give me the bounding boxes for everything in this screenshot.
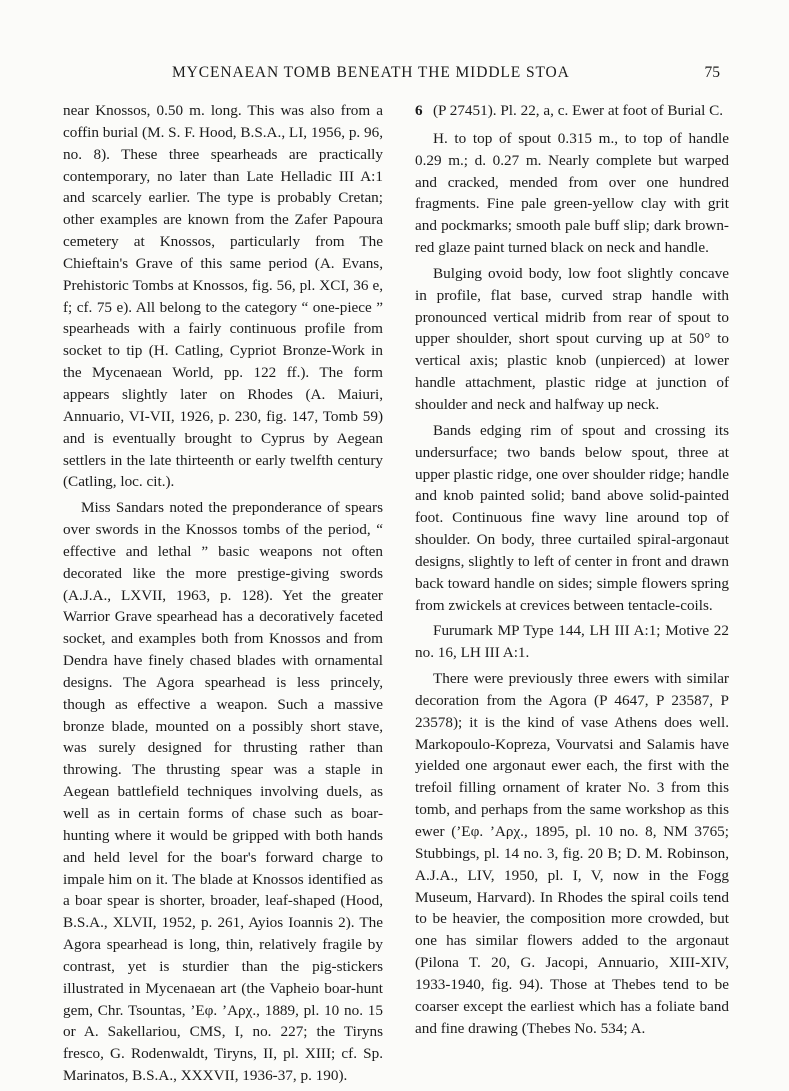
right-column [415, 100, 729, 1043]
body-paragraph: Bands edging rim of spout and crossing its undersurface; two bands below spout, three at upper plastic ridge, one over shoulder ridge; handle and knob painted solid; band above solid-painted foot. Continuous fine wavy line around top of shoulder. On body, three curtailed spiral-argonaut designs, slightly to left of center in front and drawn back toward handle on sides; simple flowers spring from zwickels at crevices between tentacle-coils. [415, 421, 729, 614]
catalogue-entry-heading [415, 100, 729, 122]
running-title: MYCENAEAN TOMB BENEATH THE MIDDLE STOA [172, 64, 570, 81]
page-number: 75 [704, 64, 720, 81]
body-paragraph: There were previously three ewers with similar decoration from the Agora (P 4647, P 23587, P 23578); it is the kind of vase Athens does well. Markopoulo-Kopreza, Vourvatsi and Salamis have yielded one argonaut ewer each, the first with the trefoil filling ornament of krater No. 3 from this tomb, and perhaps from the same workshop as this ewer (’Eφ. ’Aρχ., 1895, pl. 10 no. 8, NM 3765; Stubbings, pl. 14 no. 3, fig. 20 B; D. M. Robinson, A.J.A., LIV, 1950, pl. I, V, now in the Fogg Museum, Harvard). In Rhodes the spiral coils tend to be heavier, the composition more crowded, but one has similar flowers added to the argonaut (Pilona T. 20, G. Jacopi, Annuario, XIII-XIV, 1933-1940, fig. 94). Those at Thebes tend to be coarser except the earliest which has a foliate band and fine drawing (Thebes No. 534; A. [415, 670, 729, 1037]
body-paragraph: Bulging ovoid body, low foot slightly concave in profile, flat base, curved strap handle with pronounced vertical midrib from rear of spout to upper shoulder, short spout curving up at 50° to vertical axis; plastic knob (unpierced) at lower handle attachment, plastic ridge at junction of shoulder and neck and halfway up neck. [415, 264, 729, 413]
body-paragraph: near Knossos, 0.50 m. long. This was also from a coffin burial (M. S. F. Hood, B.S.A., LI, 1956, p. 96, no. 8). These three spearheads are practically contemporary, no later than Late Helladic III A:1 and scarcely earlier. The type is probably Cretan; other examples are known from the Zafer Papoura cemetery at Knossos, particularly from The Chieftain's Grave of this same period (A. Evans, Prehistoric Tombs at Knossos, fig. 56, pl. XCI, 36 e, f; cf. 75 e). All belong to the category “ one-piece ” spearheads with a fairly continuous profile from socket to tip (H. Catling, Cypriot Bronze-Work in the Mycenaean World, pp. 122 ff.). The form appears slightly later on Rhodes (A. Maiuri, Annuario, VI-VII, 1926, p. 230, fig. 147, Tomb 59) and is eventually brought to Cyprus by Aegean settlers in the late thirteenth or early twelfth century (Catling, loc. cit.). [63, 102, 383, 491]
catalogue-entry-number: 6 [415, 102, 423, 119]
body-paragraph: Miss Sandars noted the preponderance of spears over swords in the Knossos tombs of the period, “ effective and lethal ” basic weapons not often decorated like the more prestige-giving swords (A.J.A., LXVII, 1963, p. 128). Yet the greater Warrior Grave spearhead has a decoratively faceted socket, and examples both from Knossos and from Dendra have finely chased blades with ornamental designs. The Agora spearhead is less princely, though as effective a weapon. Such a massive bronze blade, mounted on a possibly short stave, was surely designed for thrusting rather than throwing. The thrusting spear was a staple in Aegean battlefield techniques involving duels, as well as in certain forms of chase such as boar-hunting where it would be gripped with both hands and held level for the boar's forward charge to impale him on it. The blade at Knossos identified as a boar spear is shorter, broader, leaf-shaped (Hood, B.S.A., XLVII, 1952, p. 261, Ayios Ioannis 2). The Agora spearhead is long, thin, relatively fragile by contrast, yet is sturdier than the pig-stickers illustrated in Mycenaean art (the Vapheio boar-hunt gem, Chr. Tsountas, ’Eφ. ’Aρχ., 1889, pl. 10 no. 15 or A. Sakellariou, CMS, I, no. 227; the Tiryns fresco, G. Rodenwaldt, Tiryns, II, pl. XIII; cf. Sp. Marinatos, B.S.A., XXXVII, 1936-37, p. 190). [63, 499, 383, 1085]
catalogue-entry-title: (P 27451). Pl. 22, a, c. Ewer at foot of Burial C. [433, 102, 724, 119]
left-column [63, 100, 383, 1091]
body-paragraph: H. to top of spout 0.315 m., to top of handle 0.29 m.; d. 0.27 m. Nearly complete but warped and cracked, mended from over one hundred fragments. Fine pale green-yellow clay with grit and pockmarks; smooth pale buff slip; dark brown-red glaze paint turned black on neck and handle. [415, 129, 729, 257]
body-paragraph: Furumark MP Type 144, LH III A:1; Motive 22 no. 16, LH III A:1. [415, 622, 729, 662]
